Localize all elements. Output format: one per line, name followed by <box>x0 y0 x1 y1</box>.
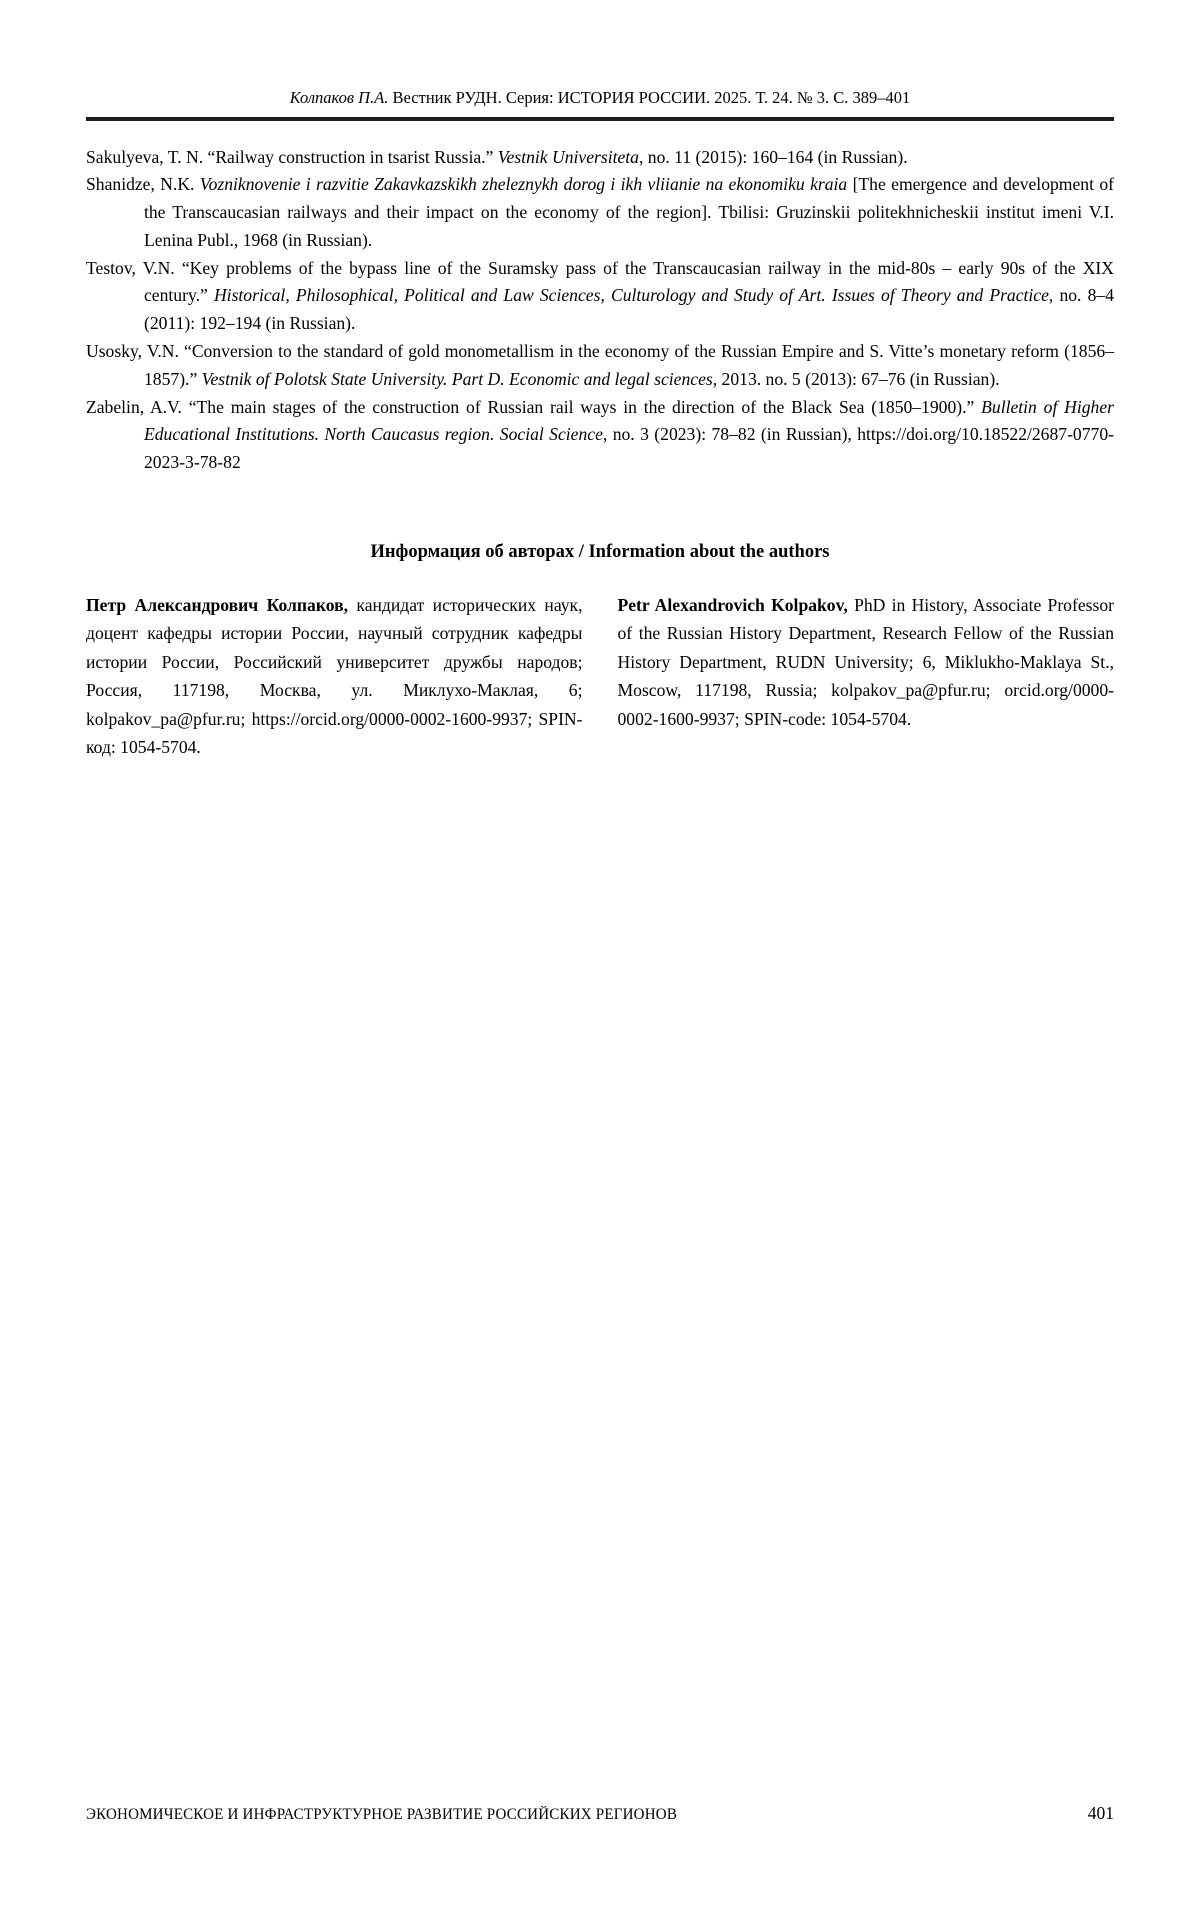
page-footer <box>86 1803 1114 1824</box>
reference-text: Testov, V.N. “Key problems of the bypass line of the Suramsky pass of the Transcaucasian railway in the mid-80s – early 90s of the XIX century.” <box>86 257 1114 306</box>
reference-text: [The emergence and development of the Transcaucasian railways and their impact on the economy of the region]. Tbilisi: Gruzinskii politekhnicheskii institut imeni V.I. Lenina Publ., 1968 (in Russian). <box>144 174 1114 250</box>
running-head <box>86 0 1114 108</box>
reference-text: Sakulyeva, T. N. “Railway construction in tsarist Russia.” <box>86 146 498 167</box>
authors-section-heading: Информация об авторах / Information about the authors <box>370 542 830 563</box>
reference-text: Zabelin, A.V. “The main stages of the construction of Russian rail ways in the direction of the Black Sea (1850–1900).” <box>86 396 982 417</box>
reference-text: , no. 8–4 (2011): 192–194 (in Russian). <box>144 285 1114 334</box>
references-list <box>86 144 1114 478</box>
header-divider-rule <box>86 117 1114 121</box>
author-details-english: PhD in History, Associate Professor of the Russian History Department, Research Fellow of the Russian History Department, RUDN University; 6, Miklukho-Maklaya St., Moscow, 117198, Russia; kolpakov_pa@pfur.ru; orcid.org/0000-0002-1600-9937; SPIN-code: 1054-5704. <box>617 595 1114 729</box>
author-column-english <box>618 591 1115 761</box>
author-name-russian: Петр Александрович Колпаков, <box>86 595 348 616</box>
authors-info-columns <box>86 591 1114 761</box>
reference-source-title: Vestnik of Polotsk State University. Part D. Economic and legal sciences <box>201 368 713 389</box>
reference-source-title: Vozniknovenie i razvitie Zakavkazskikh zheleznykh dorog i ikh vliianie na ekonomiku kraia <box>199 174 848 195</box>
reference-text: , 2013. no. 5 (2013): 67–76 (in Russian). <box>712 368 1000 389</box>
footer-section-title: ЭКОНОМИЧЕСКОЕ И ИНФРАСТРУКТУРНОЕ РАЗВИТИЕ РОССИЙСКИХ РЕГИОНОВ <box>86 1806 678 1823</box>
reference-entry <box>86 338 1114 394</box>
page-content <box>0 0 1200 762</box>
author-column-russian <box>86 591 583 761</box>
reference-text: , no. 3 (2023): 78–82 (in Russian), https://doi.org/10.18522/2687-0770-2023-3-78-82 <box>144 424 1114 473</box>
running-head-author: Колпаков П.А. <box>289 88 389 107</box>
reference-source-title: Bulletin of Higher Educational Institutions. North Caucasus region. Social Science <box>144 396 1115 445</box>
running-head-journal: Вестник РУДН. Серия: ИСТОРИЯ РОССИИ. 2025. Т. 24. № 3. С. 389–401 <box>392 88 911 107</box>
reference-source-title: Vestnik Universiteta <box>497 146 639 167</box>
reference-source-title: Historical, Philosophical, Political and Law Sciences, Culturology and Study of Art. Issues of Theory and Practice <box>213 285 1049 306</box>
reference-entry <box>86 144 1114 172</box>
reference-entry <box>86 394 1114 477</box>
reference-entry <box>86 171 1114 254</box>
author-name-english: Petr Alexandrovich Kolpakov, <box>617 595 848 616</box>
reference-text: Shanidze, N.K. <box>86 174 200 195</box>
reference-text: Usosky, V.N. “Conversion to the standard of gold monometallism in the economy of the Russian Empire and S. Vitte’s monetary reform (1856–1857).” <box>86 341 1114 389</box>
reference-text: , no. 11 (2015): 160–164 (in Russian). <box>638 146 908 167</box>
author-details-russian: кандидат исторических наук, доцент кафедры истории России, научный сотрудник кафедры истории России, Российский университет дружбы народов; Россия, 117198, Москва, ул. Миклухо-Маклая, 6; kolpakov_pa@pfur.ru; https://orcid.org/0000-0002-1600-9937; SPIN-код: 1054-5704. <box>86 595 583 758</box>
reference-entry <box>86 255 1114 338</box>
footer-page-number: 401 <box>1087 1803 1114 1823</box>
